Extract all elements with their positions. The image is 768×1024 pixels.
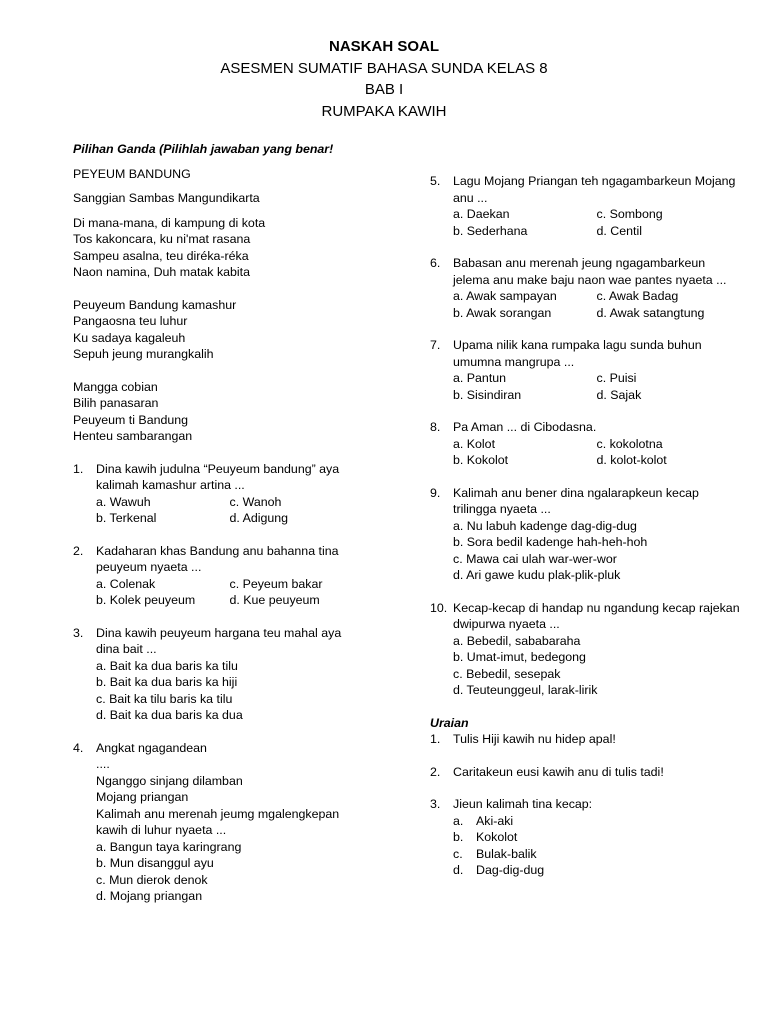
question-5 [430, 173, 740, 239]
option-c: c. Bebedil, sesepak [453, 666, 561, 681]
question-text: Kalimah anu merenah jeumg mgalengkepan kawih di luhur nyaeta ... [96, 806, 340, 837]
essay-question-2 [430, 764, 740, 781]
question-text: Caritakeun eusi kawih anu di tulis tadi! [453, 764, 664, 779]
right-column [430, 173, 740, 879]
option-a: a. Bait ka dua baris ka tilu [96, 658, 238, 673]
question-number: 8. [430, 420, 441, 434]
question-text: Pa Aman ... di Cibodasna. [453, 420, 597, 434]
option-a: a. Nu labuh kadenge dag-dig-dug [453, 518, 637, 533]
question-text: Kadaharan khas Bandung anu bahanna tina peuyeum nyaeta ... [96, 543, 339, 574]
question-text: Lagu Mojang Priangan teh ngagambarkeun Mojang anu ... [453, 174, 736, 205]
option-d: d. Mojang priangan [96, 889, 203, 903]
option-a: a. Awak sampayan [453, 289, 557, 303]
document-header [0, 36, 768, 122]
question-line: Nganggo sinjang dilamban [96, 773, 243, 788]
option-a: a. Wawuh [96, 494, 151, 509]
list-item: a. Aki-aki [453, 813, 514, 828]
lyric-line: Henteu sambarangan [73, 429, 193, 443]
question-text: Jieun kalimah tina kecap: [453, 797, 593, 811]
word-list [453, 813, 740, 879]
lyric-line: Sepuh jeung murangkalih [73, 347, 214, 361]
option-d: d. Adigung [229, 511, 289, 525]
option-b: b. Umat-imut, bedegong [453, 650, 586, 664]
option-d: d. Bait ka dua baris ka dua [96, 708, 243, 722]
option-a: a. Bebedil, sabab​arah​a [453, 633, 581, 648]
question-number: 7. [430, 338, 441, 352]
option-c: c. Bait ka tilu baris ka tilu [96, 691, 233, 706]
question-text: Babasan anu merenah jeung ngagambarkeun jelema anu make baju naon wae pantes nyaeta ... [453, 256, 727, 287]
question-text: Kalimah anu bener dina ngalarapkeun kecap trilingga nyaeta ... [453, 485, 699, 516]
question-text: Dina kawih judulna “Peuyeum bandung” aya kalimah kamashur artina ... [96, 461, 340, 492]
option-b: b. Mun disanggul ayu [96, 856, 214, 870]
question-text: Kecap-kecap di handap nu ngandung kecap rajekan dwipurwa nyaeta ... [453, 600, 740, 631]
question-number: 1. [73, 461, 84, 476]
question-number: 2. [430, 764, 441, 779]
song-composer: Sanggian Sambas Mangundikarta [73, 191, 260, 205]
question-7 [430, 337, 740, 403]
section-heading-essay: Uraian [430, 715, 469, 730]
option-c: c. Wanoh [229, 494, 282, 509]
song-title: PEYEUM BANDUNG [73, 166, 191, 181]
option-d: d. Teuteunggeul, larak-lirik [453, 683, 598, 697]
question-6 [430, 255, 740, 321]
lyric-line: Peuyeum Bandung kamashur [73, 297, 237, 312]
question-number: 3. [73, 625, 84, 640]
option-d: d. Centil [596, 223, 642, 238]
option-d: d. Awak satangtung [596, 305, 705, 320]
question-number: 3. [430, 797, 441, 811]
question-text: Tulis Hiji kawih nu hidep apal! [453, 732, 616, 746]
lyric-line: Sampeu asalna, teu diréka-réka [73, 248, 249, 263]
question-number: 9. [430, 485, 441, 500]
option-b: b. Sisindiran [453, 387, 522, 402]
option-c: c. Mawa cai ulah war-wer-wor [453, 551, 617, 566]
essay-question-3 [430, 796, 740, 879]
lyric-line: Naon namina, Duh matak kabita [73, 265, 251, 279]
question-number: 6. [430, 256, 441, 270]
list-item: c. Bulak-balik [453, 846, 537, 861]
lyric-line: Bilih panasaran [73, 396, 159, 410]
stanza-2 [73, 297, 363, 363]
option-a: a. Pantun [453, 371, 507, 385]
question-number: 1. [430, 732, 441, 746]
question-line: Mojang priangan [96, 790, 189, 804]
option-b: b. Terkenal [96, 511, 157, 525]
option-c: c. kokolotna [596, 436, 663, 451]
question-10 [430, 600, 740, 699]
question-9 [430, 485, 740, 584]
question-text: Dina kawih peuyeum hargana teu mahal aya dina bait ... [96, 625, 342, 656]
option-a: a. Daekan [453, 207, 510, 221]
stanza-1 [73, 215, 363, 281]
question-number: 5. [430, 174, 441, 188]
doc-title: NASKAH SOAL [328, 38, 439, 55]
list-item: d. Dag-dig-dug [453, 863, 545, 877]
question-number: 4. [73, 740, 84, 755]
question-1 [73, 461, 363, 527]
lyric-line: Peuyeum ti Bandung [73, 412, 189, 427]
question-line: .... [96, 757, 110, 771]
question-2 [73, 543, 363, 609]
option-a: a. Kolot [453, 436, 496, 451]
essay-question-1 [430, 731, 740, 748]
question-3 [73, 625, 363, 724]
question-8 [430, 419, 740, 469]
option-a: a. Bangun taya karingrang [96, 839, 242, 854]
question-line: Angkat ngagandean [96, 740, 207, 755]
option-c: c. Sombong [596, 207, 663, 221]
question-number: 2. [73, 543, 84, 558]
doc-topic: RUMPAKA KAWIH [321, 102, 447, 120]
question-text: Upama nilik kana rumpaka lagu sunda buhun umumna mangrupa ... [453, 338, 702, 369]
option-b: b. Sederhana [453, 223, 528, 238]
lyric-line: Di mana-mana, di kampung di kota [73, 215, 266, 230]
doc-subtitle: ASESMEN SUMATIF BAHASA SUNDA KELAS 8 [220, 59, 548, 77]
doc-chapter: BAB I [364, 81, 404, 98]
lyric-line: Tos kakoncara, ku ni'mat rasana [73, 232, 251, 246]
option-b: b. Kolek peuyeum [96, 593, 196, 607]
option-d: d. Ari gawe kudu plak-plik-pluk [453, 568, 621, 582]
option-c: c. Peyeum bakar [229, 576, 323, 591]
option-b: b. Kokolot [453, 453, 509, 467]
option-b: b. Sora bedil kadenge hah-heh-hoh [453, 535, 648, 549]
option-b: b. Bait ka dua baris ka hiji [96, 675, 238, 689]
option-d: d. Sajak [596, 387, 642, 402]
option-b: b. Awak sorangan [453, 305, 552, 320]
list-item: b. Kokolot [453, 830, 518, 844]
question-number: 10. [430, 600, 448, 615]
lyric-line: Ku sadaya kagaleuh [73, 330, 186, 345]
option-d: d. kolot-kolot [596, 453, 667, 467]
question-4 [73, 740, 363, 905]
option-c: c. Mun dierok denok [96, 872, 208, 887]
stanza-3 [73, 379, 363, 445]
option-a: a. Colenak [96, 576, 156, 591]
lyric-line: Mangga cobian [73, 379, 158, 394]
lyric-line: Pangaosna teu luhur [73, 314, 188, 328]
section-heading-multiple-choice: Pilihan Ganda (Pilihlah jawaban yang benar! [73, 142, 334, 156]
option-d: d. Kue peuyeum [229, 593, 320, 607]
option-c: c. Awak Badag [596, 289, 679, 303]
option-c: c. Puisi [596, 371, 637, 385]
left-column [73, 141, 363, 905]
